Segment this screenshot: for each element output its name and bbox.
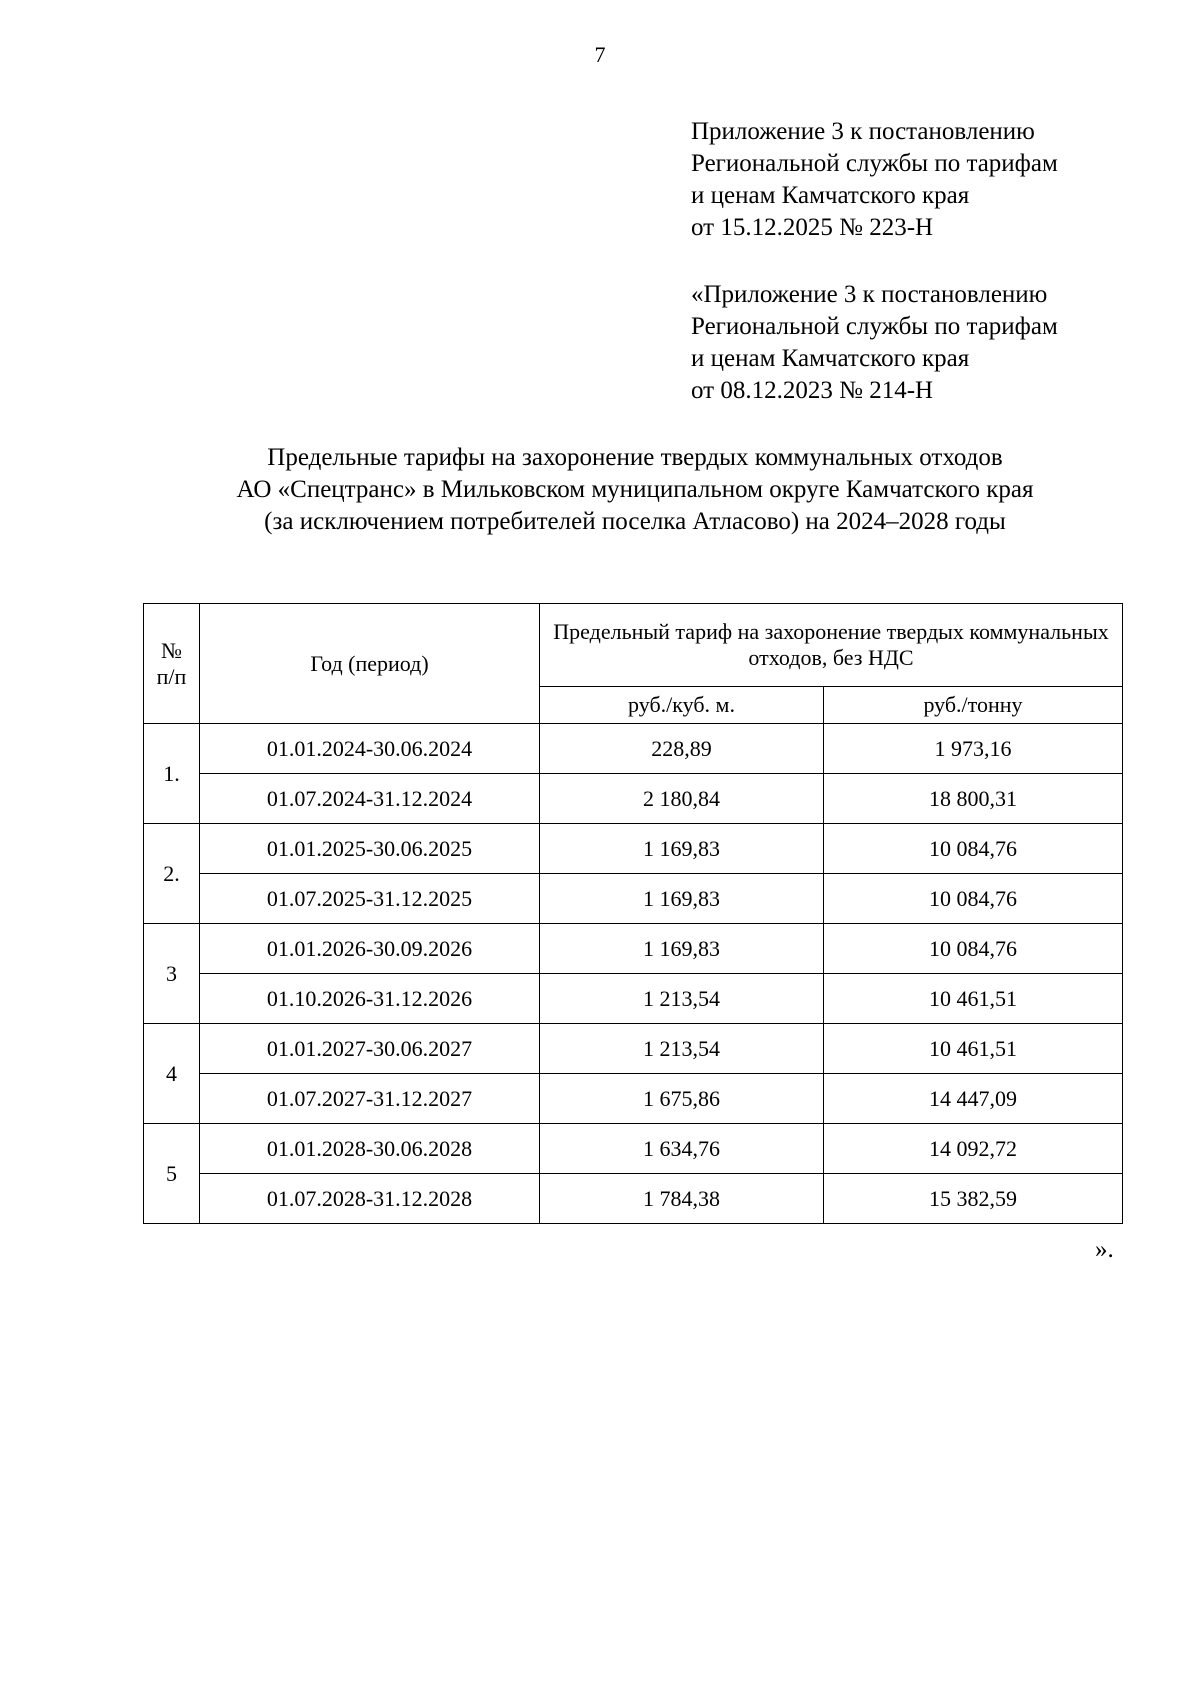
period-cell: 01.01.2027-30.06.2027 xyxy=(200,1024,540,1074)
row-number-cell: 2. xyxy=(144,824,200,924)
header-rub-per-m3: руб./куб. м. xyxy=(540,687,824,724)
period-cell: 01.01.2024-30.06.2024 xyxy=(200,724,540,774)
header-rub-per-ton: руб./тонну xyxy=(824,687,1123,724)
table-row xyxy=(144,774,1123,824)
table-row xyxy=(144,824,1123,874)
rub-per-ton-cell: 1 973,16 xyxy=(824,724,1123,774)
appendix-original-line: и ценам Камчатского края xyxy=(691,345,970,372)
period-cell: 01.10.2026-31.12.2026 xyxy=(200,974,540,1024)
document-title-line: АО «Спецтранс» в Мильковском муниципальном округе Камчатского края xyxy=(236,476,1034,503)
rub-per-m3-cell: 1 675,86 xyxy=(540,1074,824,1124)
period-cell: 01.01.2026-30.09.2026 xyxy=(200,924,540,974)
period-cell: 01.07.2028-31.12.2028 xyxy=(200,1174,540,1224)
table-row xyxy=(144,724,1123,774)
rub-per-ton-cell: 10 461,51 xyxy=(824,1024,1123,1074)
period-cell: 01.07.2025-31.12.2025 xyxy=(200,874,540,924)
row-number-cell: 4 xyxy=(144,1024,200,1124)
rub-per-ton-cell: 10 461,51 xyxy=(824,974,1123,1024)
rub-per-m3-cell: 1 213,54 xyxy=(540,974,824,1024)
rub-per-ton-cell: 14 092,72 xyxy=(824,1124,1123,1174)
table-row xyxy=(144,1174,1123,1224)
appendix-note-current xyxy=(691,116,1058,244)
rub-per-ton-cell: 10 084,76 xyxy=(824,824,1123,874)
table-row xyxy=(144,874,1123,924)
period-cell: 01.07.2024-31.12.2024 xyxy=(200,774,540,824)
header-number-sign: № xyxy=(161,637,182,663)
page-number: 7 xyxy=(594,42,606,67)
header-period: Год (период) xyxy=(200,604,540,724)
tariff-table xyxy=(143,603,1123,1224)
row-number-cell: 3 xyxy=(144,924,200,1024)
table-row xyxy=(144,924,1123,974)
header-tariff-group: Предельный тариф на захоронение твердых коммунальных отходов, без НДС xyxy=(540,604,1123,687)
document-title xyxy=(0,442,1200,538)
rub-per-m3-cell: 1 169,83 xyxy=(540,874,824,924)
header-number-abbrev: п/п xyxy=(156,663,187,689)
rub-per-ton-cell: 18 800,31 xyxy=(824,774,1123,824)
period-cell: 01.01.2028-30.06.2028 xyxy=(200,1124,540,1174)
table-row xyxy=(144,1124,1123,1174)
period-cell: 01.01.2025-30.06.2025 xyxy=(200,824,540,874)
document-title-line: Предельные тарифы на захоронение твердых коммунальных отходов xyxy=(267,444,1003,471)
rub-per-ton-cell: 14 447,09 xyxy=(824,1074,1123,1124)
rub-per-m3-cell: 1 213,54 xyxy=(540,1024,824,1074)
rub-per-m3-cell: 228,89 xyxy=(540,724,824,774)
rub-per-m3-cell: 1 169,83 xyxy=(540,824,824,874)
rub-per-m3-cell: 1 169,83 xyxy=(540,924,824,974)
closing-quote: ». xyxy=(1095,1236,1114,1263)
rub-per-m3-cell: 1 784,38 xyxy=(540,1174,824,1224)
appendix-current-line: Приложение 3 к постановлению xyxy=(691,118,1035,145)
document-title-line: (за исключением потребителей поселка Атласово) на 2024–2028 годы xyxy=(264,508,1006,535)
table-row xyxy=(144,1074,1123,1124)
rub-per-ton-cell: 10 084,76 xyxy=(824,874,1123,924)
appendix-current-line: от 15.12.2025 № 223-Н xyxy=(691,214,934,241)
appendix-original-line: от 08.12.2023 № 214-Н xyxy=(691,377,934,404)
rub-per-m3-cell: 2 180,84 xyxy=(540,774,824,824)
table-row xyxy=(144,1024,1123,1074)
appendix-current-line: и ценам Камчатского края xyxy=(691,182,970,209)
appendix-original-line: «Приложение 3 к постановлению xyxy=(691,281,1048,308)
appendix-note-original xyxy=(691,279,1058,407)
appendix-current-line: Региональной службы по тарифам xyxy=(691,150,1058,177)
header-row-number xyxy=(144,604,200,724)
tariff-table-body xyxy=(144,724,1123,1224)
table-row xyxy=(144,974,1123,1024)
rub-per-ton-cell: 10 084,76 xyxy=(824,924,1123,974)
rub-per-m3-cell: 1 634,76 xyxy=(540,1124,824,1174)
row-number-cell: 1. xyxy=(144,724,200,824)
rub-per-ton-cell: 15 382,59 xyxy=(824,1174,1123,1224)
appendix-original-line: Региональной службы по тарифам xyxy=(691,313,1058,340)
row-number-cell: 5 xyxy=(144,1124,200,1224)
period-cell: 01.07.2027-31.12.2027 xyxy=(200,1074,540,1124)
